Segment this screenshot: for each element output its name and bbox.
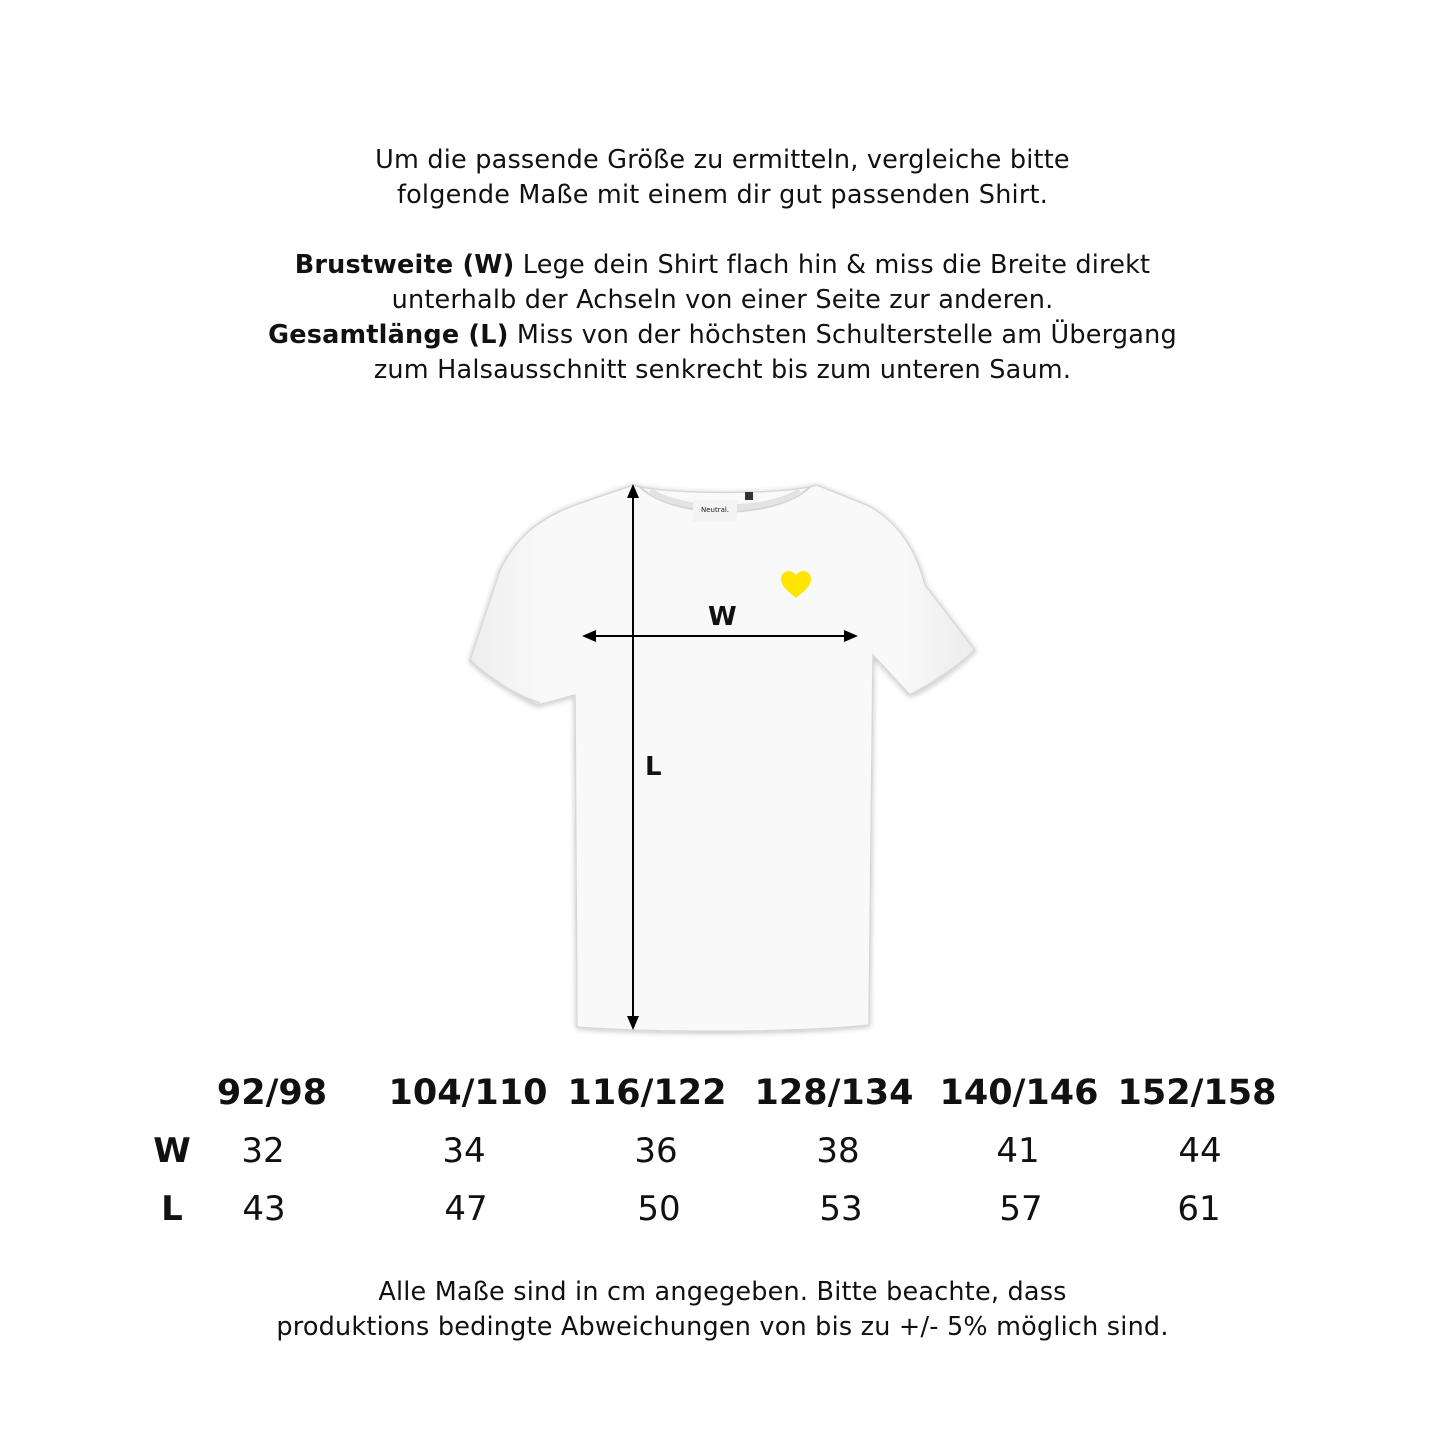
table-cell: 43 (242, 1189, 286, 1229)
size-table (0, 1068, 1445, 1238)
footnote (0, 1275, 1445, 1345)
table-cell: 36 (634, 1131, 678, 1171)
intro-line-2: folgende Maße mit einem dir gut passenden Shirt. (396, 180, 1049, 210)
width-label: W (708, 602, 737, 632)
length-text-2: zum Halsausschnitt senkrecht bis zum unteren Saum. (373, 355, 1072, 385)
table-cell: 57 (999, 1189, 1043, 1229)
length-text-1: Miss von der höchsten Schulterstelle am Übergang (508, 320, 1177, 350)
width-term: Brustweite (W) (294, 250, 515, 280)
size-header: 128/134 (754, 1073, 914, 1113)
row-label-w: W (153, 1131, 191, 1171)
table-cell: 47 (444, 1189, 488, 1229)
table-cell: 50 (637, 1189, 681, 1229)
table-cell: 41 (996, 1131, 1040, 1171)
table-cell: 61 (1177, 1189, 1221, 1229)
intro-line-1: Um die passende Größe zu ermitteln, vergleiche bitte (375, 145, 1070, 175)
width-instruction (0, 248, 1445, 283)
intro-text (0, 143, 1445, 388)
size-header: 116/122 (567, 1073, 727, 1113)
size-header: 152/158 (1117, 1073, 1277, 1113)
length-instruction (0, 318, 1445, 353)
size-header: 104/110 (388, 1073, 548, 1113)
size-header: 92/98 (216, 1073, 328, 1113)
footnote-line-1: Alle Maße sind in cm angegeben. Bitte beachte, dass (378, 1277, 1067, 1307)
table-cell: 38 (816, 1131, 860, 1171)
tshirt-figure (455, 465, 995, 1045)
table-cell: 53 (819, 1189, 863, 1229)
row-label-l: L (161, 1189, 183, 1229)
table-cell: 44 (1178, 1131, 1222, 1171)
table-cell: 34 (442, 1131, 486, 1171)
neck-label-brand: Neutral. (700, 506, 730, 514)
length-label: L (645, 752, 662, 782)
footnote-line-2: produktions bedingte Abweichungen von bis zu +/- 5% möglich sind. (276, 1312, 1169, 1342)
size-tag (745, 492, 753, 500)
width-text-1: Lege dein Shirt flach hin & miss die Breite direkt (514, 250, 1151, 280)
tshirt-illustration (455, 465, 995, 1045)
size-header: 140/146 (939, 1073, 1099, 1113)
table-cell: 32 (241, 1131, 285, 1171)
length-term: Gesamtlänge (L) (268, 320, 509, 350)
width-text-2: unterhalb der Achseln von einer Seite zur anderen. (391, 285, 1054, 315)
tshirt-shape (470, 485, 975, 1031)
